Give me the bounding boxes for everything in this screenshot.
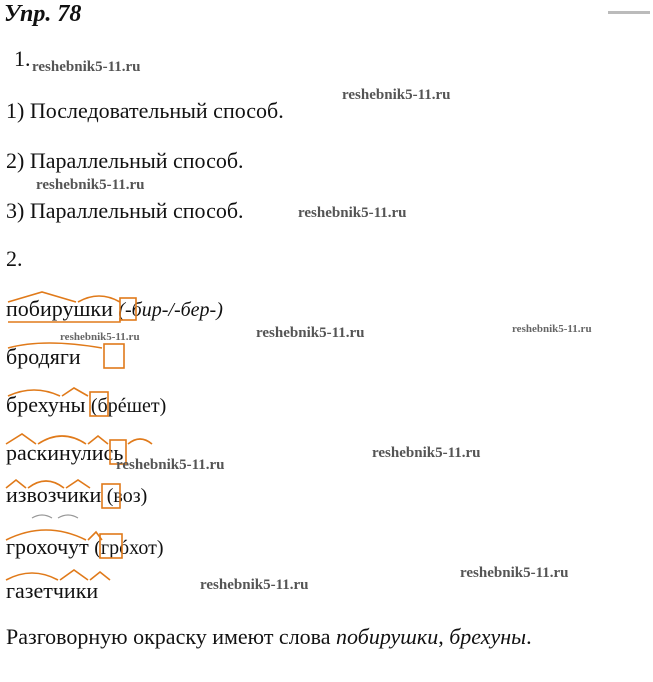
conclusion-line <box>6 626 532 648</box>
watermark: reshebnik5-11.ru <box>460 565 569 581</box>
section-1-item: 3) Параллельный способ. <box>6 198 244 223</box>
word-note: (брéшет) <box>90 395 167 417</box>
watermark: reshebnik5-11.ru <box>60 331 140 343</box>
watermark: reshebnik5-11.ru <box>372 445 481 461</box>
section-1-number: 1. <box>14 46 31 71</box>
word: грохочут <box>6 534 89 559</box>
conclusion-word: брехуны <box>449 624 527 649</box>
word-note: (грóхот) <box>94 537 164 559</box>
morpheme-markup <box>4 384 114 420</box>
word: побирушки <box>6 296 113 321</box>
word: газетчики <box>6 578 99 603</box>
word: бродяги <box>6 344 81 369</box>
morpheme-markup <box>2 560 132 590</box>
morpheme-markup <box>2 512 132 560</box>
exercise-title: Упр. 78 <box>4 1 82 27</box>
watermark: reshebnik5-11.ru <box>32 59 141 75</box>
watermark: reshebnik5-11.ru <box>256 325 365 341</box>
word: брехуны <box>6 392 86 417</box>
word: извозчики <box>6 482 102 507</box>
section-2-number: 2. <box>6 246 23 271</box>
conclusion-period: . <box>526 624 532 649</box>
word-note: (воз) <box>106 485 148 507</box>
corner-watermark-fragment <box>608 8 650 18</box>
morpheme-markup <box>4 338 134 374</box>
section-1-item: 1) Последовательный способ. <box>6 98 284 123</box>
word: раскинулись <box>6 440 124 465</box>
watermark: reshebnik5-11.ru <box>512 323 592 335</box>
watermark: reshebnik5-11.ru <box>342 87 451 103</box>
conclusion-separator: , <box>438 624 450 649</box>
conclusion-text: Разговорную окраску имеют слова <box>6 624 337 649</box>
word-note: (-бир-/-бер-) <box>118 299 223 321</box>
watermark: reshebnik5-11.ru <box>200 577 309 593</box>
morpheme-markup <box>2 470 132 510</box>
watermark: reshebnik5-11.ru <box>36 177 145 193</box>
watermark: reshebnik5-11.ru <box>298 205 407 221</box>
watermark: reshebnik5-11.ru <box>116 457 225 473</box>
morpheme-markup <box>4 288 144 328</box>
section-1-item: 2) Параллельный способ. <box>6 148 244 173</box>
conclusion-word: побирушки <box>336 624 439 649</box>
